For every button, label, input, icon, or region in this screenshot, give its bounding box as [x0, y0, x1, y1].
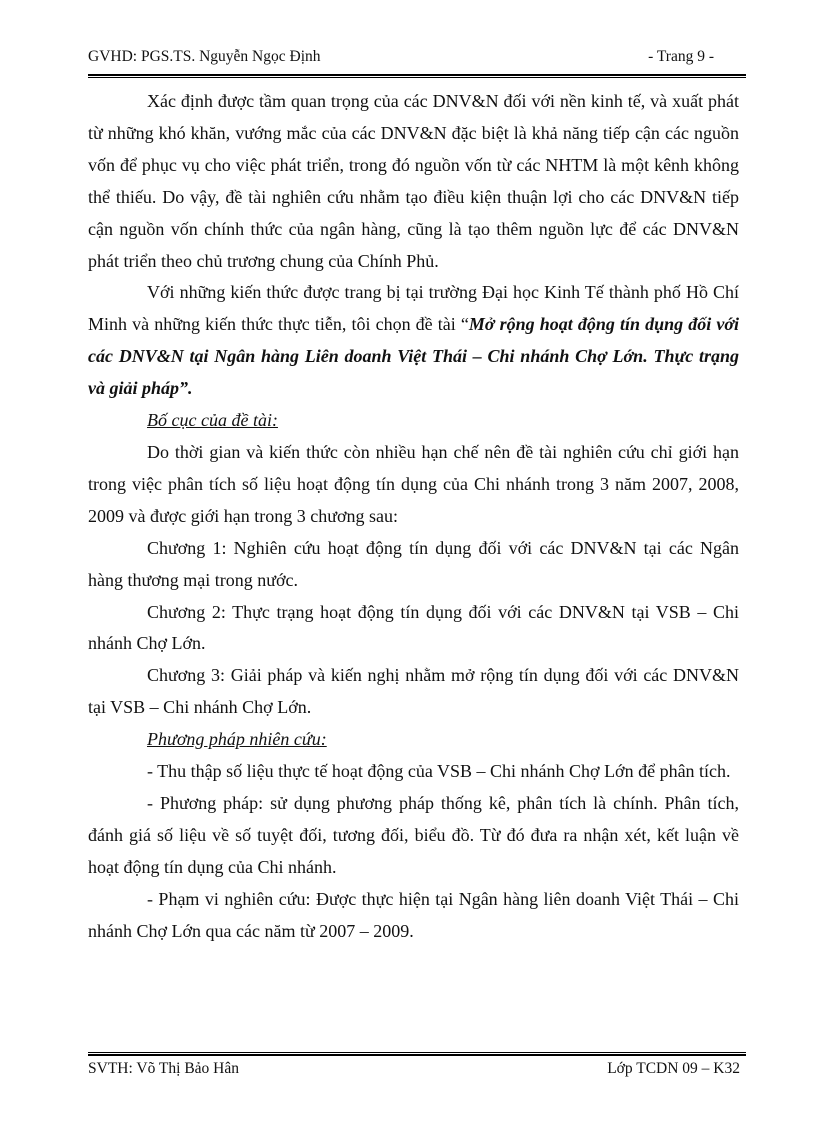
- header-page-number: - Trang 9 -: [648, 48, 714, 65]
- footer-class: Lớp TCDN 09 – K32: [607, 1060, 740, 1077]
- footer-rule: [88, 1052, 746, 1056]
- header-supervisor: GVHD: PGS.TS. Nguyễn Ngọc Định: [88, 48, 321, 65]
- method-scope: - Phạm vi nghiên cứu: Được thực hiện tại Ngân hàng liên doanh Việt Thái – Chi nhánh Chợ Lớn qua các năm từ 2007 – 2009.: [88, 888, 739, 941]
- heading-method-line: [88, 724, 739, 756]
- chapter-2: Chương 2: Thực trạng hoạt động tín dụng đối với các DNV&N tại VSB – Chi nhánh Chợ Lớn.: [88, 601, 739, 654]
- header-rule: [88, 74, 746, 78]
- heading-method: Phương pháp nhiên cứu:: [147, 729, 327, 750]
- chapter-1: Chương 1: Nghiên cứu hoạt động tín dụng đối với các DNV&N tại các Ngân hàng thương mại trong nước.: [88, 537, 739, 590]
- heading-structure-line: [88, 405, 739, 437]
- paragraph-scope: Do thời gian và kiến thức còn nhiều hạn chế nên đề tài nghiên cứu chỉ giới hạn trong việc phân tích số liệu hoạt động tín dụng của Chi nhánh trong 3 năm 2007, 2008, 2009 và được giới hạn trong 3 chương sau:: [88, 441, 739, 526]
- chapter-3: Chương 3: Giải pháp và kiến nghị nhằm mở rộng tín dụng đối với các DNV&N tại VSB – Chi nhánh Chợ Lớn.: [88, 665, 739, 718]
- body-text: [88, 86, 739, 947]
- paragraph-topic-choice: [88, 277, 739, 405]
- page-footer: [88, 1060, 748, 1082]
- paragraph-importance: Xác định được tầm quan trọng của các DNV&N đối với nền kinh tế, và xuất phát từ những khó khăn, vướng mắc của các DNV&N đặc biệt là khả năng tiếp cận các nguồn vốn để phục vụ cho việc phát triển, trong đó nguồn vốn từ các NHTM là một kênh không thể thiếu. Do vậy, đề tài nghiên cứu nhằm tạo điều kiện thuận lợi cho các DNV&N tiếp cận nguồn vốn chính thức của ngân hàng, cũng là tạo thêm nguồn lực để các DNV&N phát triển theo chủ trương chung của Chính Phủ.: [88, 91, 739, 271]
- heading-structure: Bố cục của đề tài:: [147, 410, 278, 431]
- footer-student: SVTH: Võ Thị Bảo Hân: [88, 1060, 239, 1077]
- method-data-collection: - Thu thập số liệu thực tế hoạt động của VSB – Chi nhánh Chợ Lớn để phân tích.: [147, 761, 731, 782]
- page-header: [88, 48, 748, 70]
- thesis-title: Mở rộng hoạt động tín dụng đối với các DNV&N tại Ngân hàng Liên doanh Việt Thái – Chi nhánh Chợ Lớn. Thực trạng và giải pháp”.: [88, 314, 740, 399]
- topic-intro-text: Với những kiến thức được trang bị tại trường Đại học Kinh Tế thành phố Hồ Chí Minh và những kiến thức thực tiễn, tôi chọn đề tài “: [88, 282, 739, 335]
- method-analysis: - Phương pháp: sử dụng phương pháp thống kê, phân tích là chính. Phân tích, đánh giá số liệu về số tuyệt đối, tương đối, biểu đồ. Từ đó đưa ra nhận xét, kết luận về hoạt động tín dụng của Chi nhánh.: [88, 792, 739, 877]
